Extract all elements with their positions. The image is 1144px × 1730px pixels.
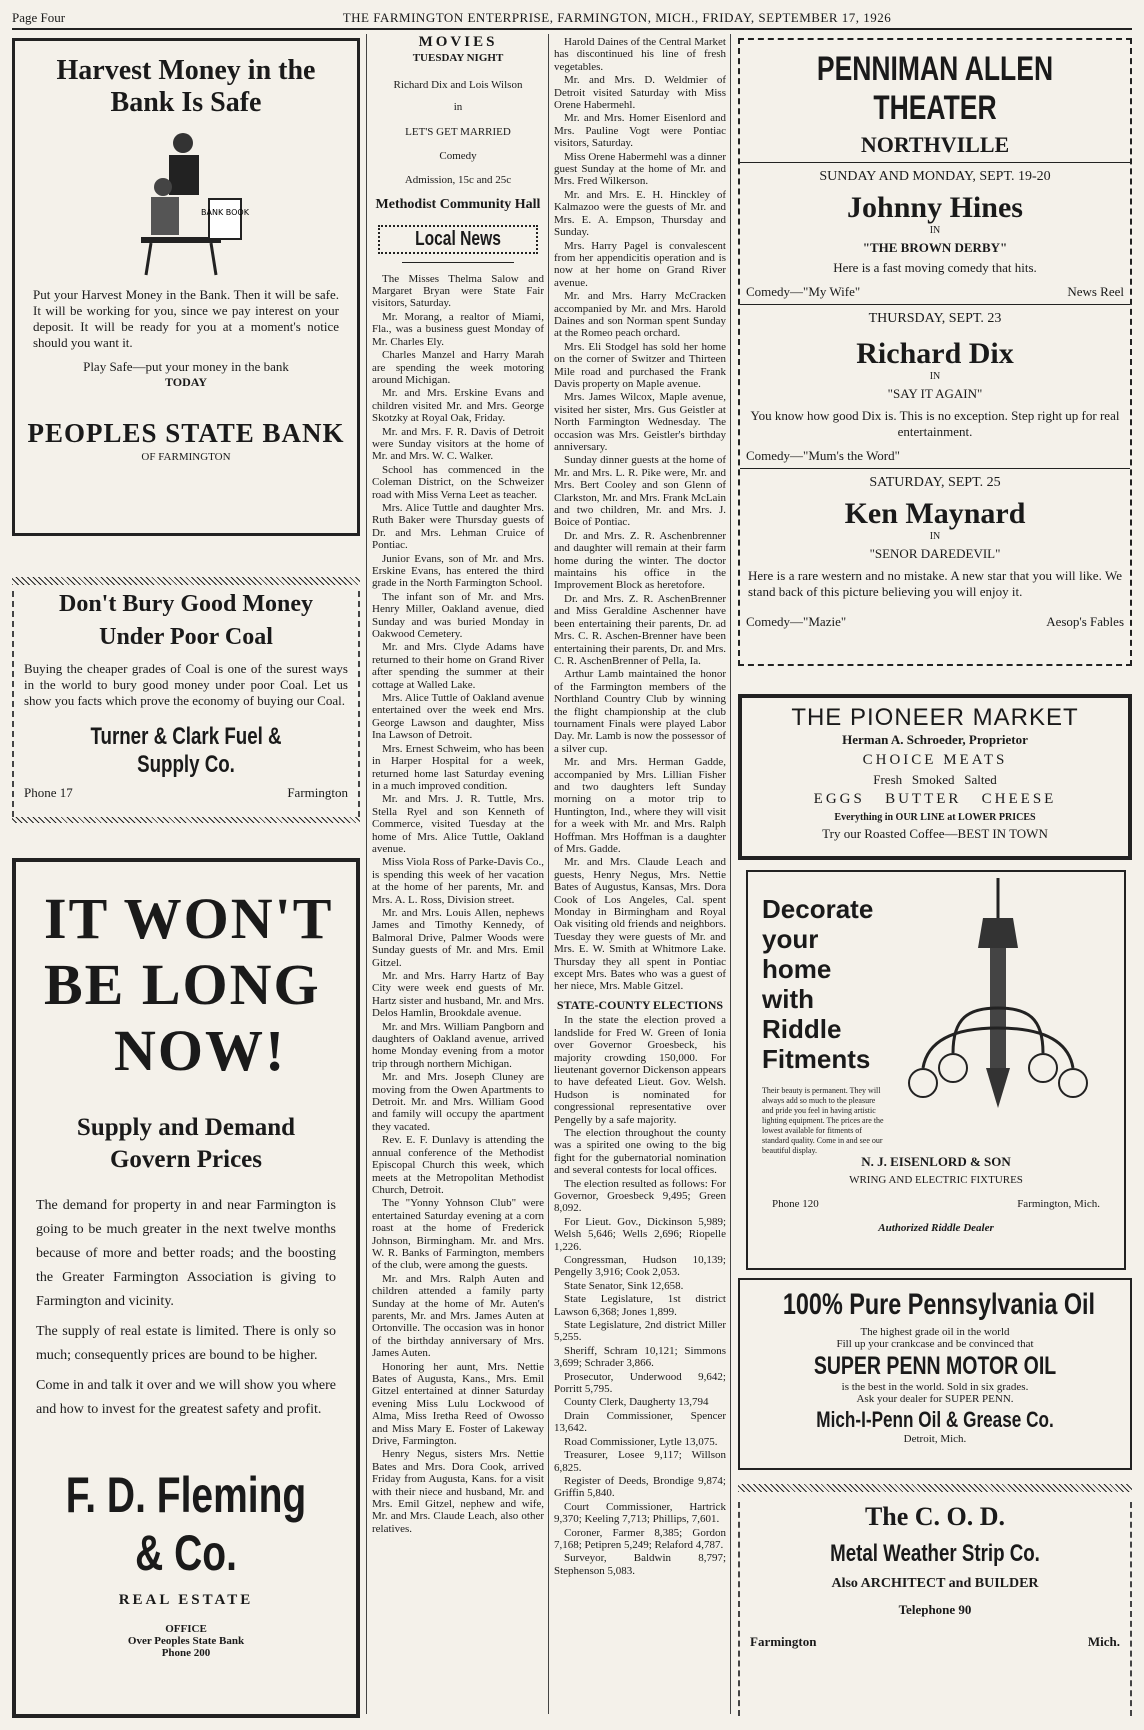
election-result-item: Prosecutor, Underwood 9,642; Porritt 5,795. [554,1370,726,1396]
riddle-h4: with [762,984,814,1014]
riddle-h1: Decorate [762,894,874,924]
col3-news-item: Mrs. James Wilcox, Maple avenue, visited her sister, Mrs. Gus Geistler at North Farmington Wednesday. The occasion was Mrs. Geistler's birthday anniversary. [554,391,726,453]
riddle-dealer: Authorized Riddle Dealer [878,1222,994,1234]
oil-ad [738,1278,1132,1470]
cod-town: Farmington [750,1634,817,1649]
col3-news-item: Dr. and Mrs. Z. R. AschenBrenner and Miss Geraldine Aschenner have been entertaining their parents, Dr. ad Mrs. C. R. Aschen-Brenner have been entertaining their parents, Dr. and Mrs. C. R. AschenBrenner of Pella, Ia. [554,592,726,667]
election-result-item: Coroner, Farmer 8,385; Gordon 7,168; Petipren 5,249; Relaford 4,787. [554,1526,726,1551]
riddle-body: Their beauty is permanent. They will always add so much to the pleasure and pride you feel in having artistic lighting equipment. The prices are the lowest available for fitments of standard quality. Come in and see our beautiful display. [762,1086,884,1155]
fleming-sub-2: Govern Prices [109,1146,263,1173]
movies-stars: Richard Dix and Lois Wilson [393,78,523,91]
election-result-item: County Clerk, Daugherty 13,794 [564,1396,709,1409]
show-3-date: SATURDAY, SEPT. 25 [869,475,1001,490]
bank-tagline: Play Safe—put your money in the bank [83,359,289,374]
local-news-item: Mr. and Mrs. Louis Allen, nephews James and Timothy Kennedy, of Balmoral Drive, Palmer Woods were Sunday guests of Mr. and Mrs. Emil Gitzel. [372,906,544,969]
show-3-note: Here is a rare western and no mistake. A new star that you will like. We stand back of this picture believing you will enjoy it. [748,568,1122,599]
masthead: THE FARMINGTON ENTERPRISE, FARMINGTON, MICH., FRIDAY, SEPTEMBER 17, 1926 [342,10,892,25]
page-header [12,8,1132,30]
col3-news-item: Miss Orene Habermehl was a dinner guest Sunday at the home of Mr. and Mrs. Fred Wilkerson. [554,150,726,188]
election-result-item: State Senator, Sink 12,658. [564,1279,684,1292]
col3-news-item: Dr. and Mrs. Z. R. Aschenbrenner and daughter will remain at their farm home during the winter. The doctor maintains his office in the Improvement Block as heretofore. [554,529,726,592]
show-1-note: Here is a fast moving comedy that hits. [833,260,1037,275]
cod-state: Mich. [1087,1634,1120,1649]
election-result-item: Sheriff, Schram 10,121; Simmons 3,699; Schrader 3,866. [554,1344,726,1370]
local-news-item: Honoring her aunt, Mrs. Nettie Bates of Augusta, Kans., Mrs. Emil Gitzel entertained at dinner Saturday evening Miss Lulu Lockwood of Alma, Miss Iretha Reed of Owosso and Miss Mary E. Foster of Lakeway Drive, Farmington. [372,1360,544,1448]
column-rule [730,34,731,1714]
local-news-item: Mr. and Mrs. J. R. Tuttle, Mrs. Stella Ryel and son Kenneth of Commerce, visited Tuesday at the home of Mrs. Alice Tuttle, Oakland avenue. [372,793,544,855]
col3-news-item: Sunday dinner guests at the home of Mr. and Mrs. L. R. Pike were, Mr. and Mrs. Bert Cooley and son Glenn of Clarkston, Mr. and Mrs. Frank McLain and two children, Mr. and Mrs. J. Boice of Pontiac. [554,454,726,529]
riddle-ad [746,870,1126,1270]
fleming-ad [12,858,360,1718]
fleming-phone: Phone 200 [161,1647,211,1659]
local-news-item: Junior Evans, son of Mr. and Mrs. Erskine Evans, has entered the third grade in the North Farmington School. [372,552,544,590]
bank-today: TODAY [164,375,208,389]
cod-also: Also ARCHITECT and BUILDER [831,1576,1039,1591]
local-news-item: Mr. and Mrs. F. R. Davis of Detroit were Sunday visitors at the home of Mr. and Mrs. W. C. Walker. [372,425,544,463]
election-result-item: For Lieut. Gov., Dickinson 5,989; Welsh 5,646; Wells 2,696; Riopelle 1,226. [554,1215,726,1253]
show-1-film: "THE BROWN DERBY" [862,240,1008,255]
riddle-town: Farmington, Mich. [1017,1198,1100,1210]
show-2-film: "SAY IT AGAIN" [887,386,983,401]
bank-ad [12,38,360,536]
oil-line-3: is the best in the world. Sold in six grades. [841,1381,1029,1393]
oil-brand: SUPER PENN MOTOR OIL [813,1352,1057,1380]
fleming-real-estate: REAL ESTATE [118,1592,254,1608]
movies-comedy: Comedy [439,150,477,163]
fleming-para-2: The supply of real estate is limited. There is only so much; consequently prices are bound to be higher. [36,1324,336,1363]
movies-title: MOVIES [418,36,498,50]
local-news-heading-box [378,225,538,253]
market-line: EGGS BUTTER CHEESE [813,791,1057,807]
fleming-sub-1: Supply and Demand [76,1114,296,1141]
election-result-item: State Legislature, 1st district Lawson 6,368; Jones 1,899. [554,1293,726,1318]
election-result-item: Treasurer, Losee 9,117; Willson 6,825. [554,1449,726,1474]
local-news-item: Miss Viola Ross of Parke-Davis Co., is spending this week of her vacation at the home of her parents, Mr. and Mrs. A. L. Ross, Division street. [372,856,544,906]
local-news-item: Mrs. Ernest Schweim, who has been in Harper Hospital for a week, returned home last Saturday evening in a much improved condition. [372,742,544,792]
bank-name: PEOPLES STATE BANK [27,418,345,448]
oil-line-4: Ask your dealer for SUPER PENN. [856,1393,1014,1405]
riddle-sub: WRING AND ELECTRIC FIXTURES [849,1174,1023,1186]
election-result-item: Surveyor, Baldwin 8,797; Stephenson 5,083. [554,1552,726,1577]
local-news-item: Mrs. Alice Tuttle and daughter Mrs. Ruth Baker were Thursday guests of Dr. and Mrs. Lehman Cruice of Pontiac. [372,501,544,552]
election-result-item: Court Commissioner, Hartrick 9,370; Keeling 7,713; Phillips, 7,601. [554,1500,726,1526]
show-2-date: THURSDAY, SEPT. 23 [868,311,1002,326]
election-result-item: The election resulted as follows: For Governor, Groesbeck 9,495; Green 8,092. [554,1177,726,1215]
bank-book-label: BANK BOOK [201,208,249,217]
local-news-item: Henry Negus, sisters Mrs. Nettie Bates and Mrs. Dora Cook, arrived Friday from Augusta, Kans. for a visit with their niece and husband, Mr. and Mrs. Emil Gitzel, nephew and wife, Mr. and Mrs. Claude Leach, also other relatives. [372,1448,544,1535]
riddle-h5: Riddle [762,1014,842,1044]
coal-ad [12,577,360,823]
market-types: Fresh Smoked Salted [873,772,997,787]
election-result-item: Drain Commissioner, Spencer 13,642. [554,1409,726,1435]
local-news-item: Mrs. Alice Tuttle of Oakland avenue entertained over the week end Mrs. George Lawson and daughter, Miss Ina Lawson of Detroit. [372,692,544,742]
market-ad [738,694,1132,860]
election-result-item: Congressman, Hudson 10,139; Pengelly 3,916; Cook 2,053. [554,1254,726,1279]
movies-admission: Admission, 15c and 25c [404,174,512,187]
local-news-item: The Misses Thelma Salow and Margaret Bryan were State Fair visitors, Saturday. [372,272,544,310]
cod-headline: The C. O. D. [864,1502,1006,1531]
riddle-h6: Fitments [762,1044,871,1074]
theater-name: PENNIMAN ALLEN THEATER [816,50,1054,127]
bank-illustration [121,127,251,277]
col3-news-item: Mr. and Mrs. E. H. Hinckley of Kalmazoo were the guests of Mr. and Mrs. E. A. Empson, Thursday and Sunday. [554,188,726,239]
market-prices: Everything in OUR LINE at LOWER PRICES [834,812,1036,823]
riddle-h3: home [762,954,832,984]
local-news-item: Mr. and Mrs. Clyde Adams have returned to their home on Grand River after spending the summer at their cottage at Walled Lake. [372,641,544,691]
col3-news-list [554,36,726,993]
fleming-line-3: NOW! [114,1018,287,1083]
local-news-item: The infant son of Mr. and Mrs. Henry Miller, Oakland avenue, died Sunday and was buried Monday in Oakwood Cemetery. [372,590,544,641]
riddle-h2: your [762,924,819,954]
coal-company: Turner & Clark Fuel & Supply Co. [90,723,282,778]
riddle-phone: Phone 120 [772,1198,819,1210]
local-news-item: The "Yonny Yohnson Club" were entertained Saturday evening at a corn roast at the home of Frederick Johnson, Birmingham. Mr. and Mrs. W. R. Banks of Farmington, members of the club, were among the guests. [372,1197,544,1272]
fleming-para-3: Come in and talk it over and we will show you where and how to invest for the greatest safety and profit. [36,1378,336,1417]
show-2-star: Richard Dix [856,337,1014,370]
show-2-in: IN [929,371,941,382]
election-result-item: In the state the election proved a landslide for Fred W. Green of Ionia over Governor Groesbeck, his majority crowding 150,000. For lieutenant governor Dickenson appears to have defeated Lieut. Gov. Welsh. Hudson is nominated for congressional representative over Pengelly by a safe majority. [554,1014,726,1126]
theater-ad [738,38,1132,666]
page-number: Page Four [12,10,66,25]
fleming-name: F. D. Fleming & Co. [65,1467,307,1581]
local-news-list [372,273,544,1536]
show-1-comedy: Comedy—"My Wife" [746,284,861,299]
coal-town: Farmington [287,785,348,800]
column-3 [554,36,726,1716]
show-1-star: Johnny Hines [847,191,1023,224]
local-news-item: Mr. and Mrs. Harry Hartz of Bay City were week end guests of Mr. Hartz sister and husband, Mr. and Mrs. Delos Hamlin, Brookdale avenue. [372,970,544,1020]
cod-telephone: Telephone 90 [898,1602,972,1617]
column-rule [548,34,549,1714]
local-news-item: School has commenced in the Coleman District, on the Schweizer road with Miss Verna Leet as teacher. [372,463,544,501]
oil-line-2: Fill up your crankcase and be convinced that [836,1338,1034,1350]
cod-sub: Metal Weather Strip Co. [830,1540,1040,1567]
riddle-company: N. J. EISENLORD & SON [861,1154,1011,1169]
col3-news-item: Mr. and Mrs. Herman Gadde, accompanied by Mrs. Lillian Fisher and two daughters left Sunday morning on a motor trip to Huntington, Ind., where they will visit for a week with Mr. and Mrs. Ralph Hoffman. Mrs Hoffman is a daughter of Mrs. Gadde. [554,756,726,855]
col3-news-item: Harold Daines of the Central Market has discontinued his line of fresh vegetables. [554,36,726,73]
chandelier-illustration [898,878,1098,1138]
show-1-date: SUNDAY AND MONDAY, SEPT. 19-20 [819,169,1051,184]
movies-film: LET'S GET MARRIED [405,125,511,138]
election-result-item: Register of Deeds, Brondige 9,874; Griffin 5,840. [554,1474,726,1500]
fleming-office: OFFICE [165,1623,207,1635]
local-news-item: Mr. Morang, a realtor of Miami, Fla., was a business guest Monday of Mr. Charles Ely. [372,310,544,348]
column-rule [366,34,367,1714]
fleming-line-2: BE LONG [44,952,321,1017]
fleming-line-1: IT WON'T [44,886,334,951]
col3-news-item: Mr. and Mrs. Homer Eisenlord and Mrs. Pauline Vogt were Pontiac visitors, Saturday. [554,112,726,150]
show-3-star: Ken Maynard [844,497,1026,530]
market-name: THE PIONEER MARKET [791,704,1079,731]
show-1-in: IN [929,225,941,236]
local-news-item: Mr. and Mrs. Ralph Auten and children attended a family party Sunday at the home of Mr. Auten's parents, Mr. and Mrs. James Auten at Ortonville. The occasion was in honor of the birthday anniversary of Mrs. James Auten. [372,1272,544,1360]
fleming-para-1: The demand for property in and near Farmington is going to be much greater in the next twelve months because of more and better roads; and the boosting the Greater Farmington Association is giving to Farmington and vicinity. [36,1198,336,1309]
show-1-extra: News Reel [1067,284,1124,299]
market-coffee: Try our Roasted Coffee—BEST IN TOWN [822,826,1048,841]
market-owner: Herman A. Schroeder, Proprietor [842,732,1028,747]
col3-news-item: Mr. and Mrs. D. Weldmier of Detroit visited Saturday with Miss Orene Habermehl. [554,74,726,112]
col3-news-item: Mr. and Mrs. Harry McCracken accompanied by Mr. and Mrs. Harold Daines and son Norman spent Sunday at the Romeo peach orchard. [554,290,726,340]
local-news-title: Local News [415,228,501,251]
show-3-film: "SENOR DAREDEVIL" [869,546,1001,561]
movies-venue: Methodist Community Hall [375,196,541,212]
coal-headline: Don't Bury Good Money [58,591,313,617]
bank-body: Put your Harvest Money in the Bank. Then it will be safe. It will be working for you, since we pay interest on your deposit. It will be ready for you at a moment's notice should you want it. [33,287,339,350]
local-news-item: Rev. E. F. Dunlavy is attending the annual conference of the Methodist Episcopal Church this week, which meets at the Metropolitan Methodist Church, Detroit. [372,1134,544,1196]
col3-news-item: Mr. and Mrs. Claude Leach and guests, Henry Negus, Mrs. Nettie Bates of Augustus, Kansas, Mrs. Dora Cook of Los Angeles, Cal. spent Monday in Birmingham and Royal Oak visiting old friends and neighbors. Tuesday they were guests of Mr. and Mrs. E. W. Smith at Whitmore Lake. Thursday they all spent in Pontiac except Mrs. Bates who was a guest of her niece, Mrs. Mable Gitzel. [554,856,726,993]
col3-news-item: Mrs. Eli Stodgel has sold her home on the corner of Switzer and Thirteen Mile road and purchased the Frank Davis property on Maple avenue. [554,340,726,390]
oil-line-1: The highest grade oil in the world [860,1326,1010,1338]
oil-company: Mich-I-Penn Oil & Grease Co. [816,1407,1054,1432]
local-news-item: Mr. and Mrs. Joseph Cluney are moving from the Owen Apartments to Detroit. Mr. and Mrs. William Good and family will occupy the apartment they vacated. [372,1071,544,1133]
coal-headline-2: Under Poor Coal [99,624,273,650]
local-news-item: Mr. and Mrs. Erskine Evans and children visited Mr. and Mrs. George Skotzky at Royal Oak, Friday. [372,387,544,425]
show-3-in: IN [929,531,941,542]
col3-news-item: Mrs. Harry Pagel is convalescent from her appendicitis operation and is now at her home on Grand River avenue. [554,239,726,289]
show-2-comedy: Comedy—"Mum's the Word" [746,448,900,463]
cod-ad [738,1484,1132,1716]
elections-list [554,1014,726,1577]
col3-news-item: Arthur Lamb maintained the honor of the Farmington members of the Northland Country Club by winning the flight championship at the club tournament Finals were played Labor Day. Mr. Lamb is now the possessor of a silver cup. [554,668,726,755]
election-result-item: State Legislature, 2nd district Miller 5,255. [554,1319,726,1344]
coal-phone: Phone 17 [24,785,73,800]
column-2 [372,36,544,1716]
oil-headline: 100% Pure Pennsylvania Oil [782,1288,1096,1321]
local-news-item: Mr. and Mrs. William Pangborn and daughters of Oakland avenue, arrived home Monday evening from a motor trip through northern Michigan. [372,1020,544,1070]
elections-title: STATE-COUNTY ELECTIONS [556,997,724,1012]
bank-sub: OF FARMINGTON [141,451,231,463]
movies-night: TUESDAY NIGHT [412,52,504,65]
fleming-address: Over Peoples State Bank [127,1635,245,1647]
market-meats: CHOICE MEATS [862,752,1008,768]
theater-town: NORTHVILLE [860,132,1010,157]
show-3-comedy: Comedy—"Mazie" [746,614,847,629]
bank-headline-2: Bank Is Safe [110,87,262,118]
oil-location: Detroit, Mich. [903,1433,967,1445]
show-3-extra: Aesop's Fables [1046,614,1124,629]
show-2-note: You know how good Dix is. This is no exception. Step right up for real entertainment. [750,408,1120,439]
bank-headline: Harvest Money in the [56,55,316,86]
coal-body: Buying the cheaper grades of Coal is one of the surest ways in the world to bury good money under poor Coal. Let us show you facts which prove the economy of buying our Coal. [24,661,348,708]
election-result-item: The election throughout the county was a spirited one owing to the big fight for the gubernatorial nomination and several contests for local offices. [554,1126,726,1177]
election-result-item: Road Commissioner, Lytle 13,075. [564,1435,718,1448]
movies-in: in [453,101,463,114]
local-news-item: Charles Manzel and Harry Marah are spending the week motoring around Michigan. [372,349,544,386]
